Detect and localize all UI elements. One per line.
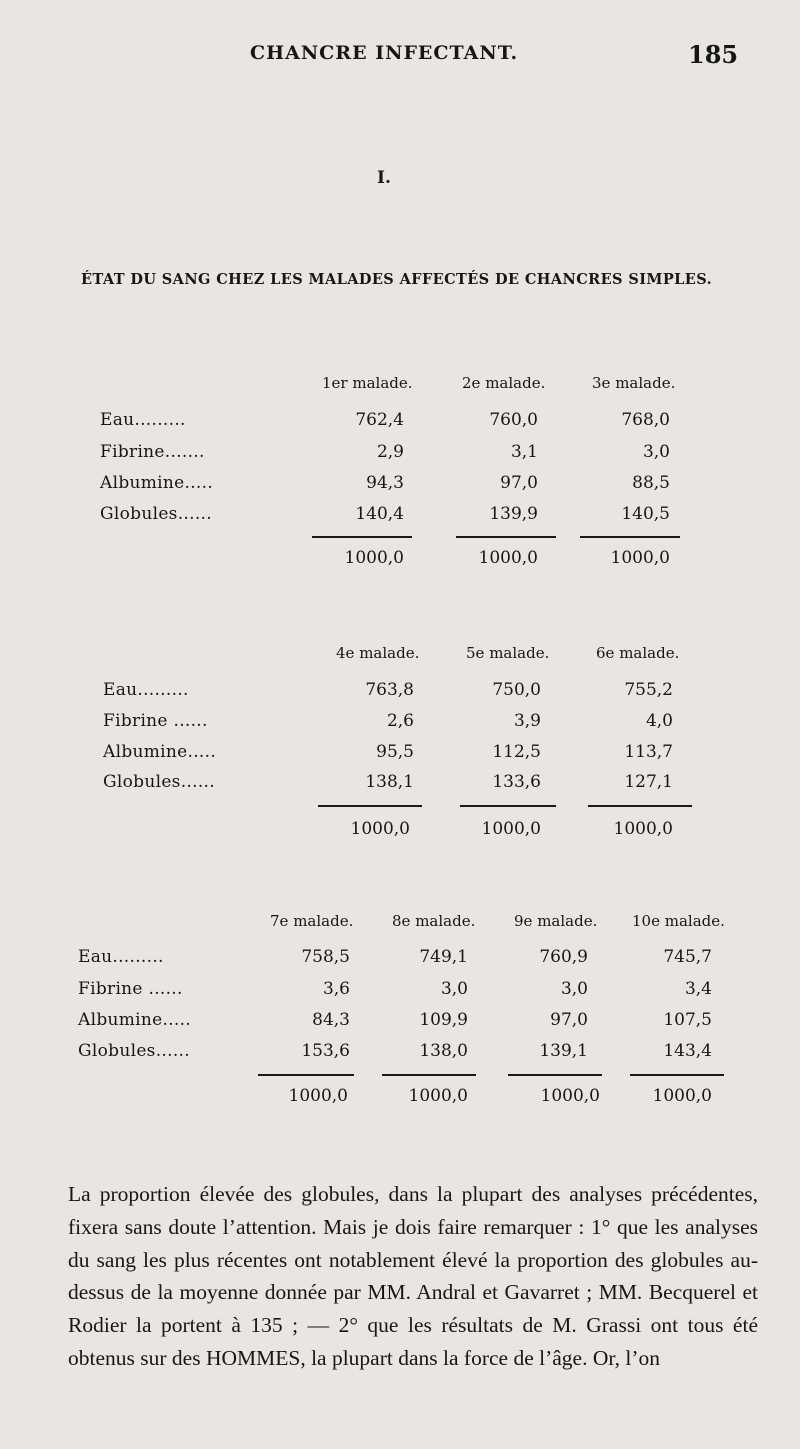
sum-rule (588, 805, 692, 807)
table-cell: 113,7 (624, 742, 673, 762)
row-label: Eau......... (100, 410, 186, 430)
running-header: CHANCRE INFECTANT. (250, 42, 519, 64)
table-total: 1000,0 (288, 1086, 348, 1106)
row-label: Globules...... (103, 772, 215, 792)
table-cell: 109,9 (419, 1010, 468, 1030)
table-cell: 3,0 (560, 979, 588, 999)
sum-rule (630, 1074, 724, 1076)
column-header: 9e malade. (514, 912, 598, 930)
table-cell: 749,1 (419, 947, 468, 967)
column-header: 8e malade. (392, 912, 476, 930)
table-cell: 97,0 (500, 473, 538, 493)
table-cell: 3,0 (440, 979, 468, 999)
table-cell: 95,5 (376, 742, 414, 762)
table-total: 1000,0 (478, 548, 538, 568)
table-cell: 112,5 (492, 742, 541, 762)
table-cell: 153,6 (301, 1041, 350, 1061)
row-label: Globules...... (100, 504, 212, 524)
section-number: I. (377, 168, 391, 188)
column-header: 5e malade. (466, 644, 550, 662)
table-cell: 3,4 (684, 979, 712, 999)
sum-rule (318, 805, 422, 807)
table-cell: 133,6 (492, 772, 541, 792)
table-cell: 3,9 (513, 711, 541, 731)
row-label: Fibrine ...... (78, 979, 183, 999)
table-cell: 745,7 (663, 947, 712, 967)
table-cell: 768,0 (621, 410, 670, 430)
table-cell: 3,6 (322, 979, 350, 999)
table-total: 1000,0 (652, 1086, 712, 1106)
table-total: 1000,0 (350, 819, 410, 839)
page-number: 185 (688, 40, 739, 69)
table-cell: 762,4 (355, 410, 404, 430)
sum-rule (580, 536, 680, 538)
table-cell: 88,5 (632, 473, 670, 493)
table-total: 1000,0 (344, 548, 404, 568)
table-total: 1000,0 (481, 819, 541, 839)
table-cell: 2,6 (386, 711, 414, 731)
table-cell: 138,0 (419, 1041, 468, 1061)
sum-rule (382, 1074, 476, 1076)
column-header: 7e malade. (270, 912, 354, 930)
table-cell: 107,5 (663, 1010, 712, 1030)
column-header: 1er malade. (322, 374, 413, 392)
table-total: 1000,0 (408, 1086, 468, 1106)
row-label: Globules...... (78, 1041, 190, 1061)
column-header: 10e malade. (632, 912, 725, 930)
table-heading: ÉTAT DU SANG CHEZ LES MALADES AFFECTÉS DE CHANCRES SIMPLES. (81, 271, 713, 288)
column-header: 3e malade. (592, 374, 676, 392)
row-label: Albumine..... (78, 1010, 192, 1030)
table-cell: 763,8 (365, 680, 414, 700)
table-cell: 94,3 (366, 473, 404, 493)
table-cell: 143,4 (663, 1041, 712, 1061)
table-cell: 140,5 (621, 504, 670, 524)
column-header: 6e malade. (596, 644, 680, 662)
table-cell: 97,0 (550, 1010, 588, 1030)
table-cell: 139,9 (489, 504, 538, 524)
body-paragraph (68, 1178, 758, 1375)
paragraph-text: La proportion élevée des globules, dans la plupart des analyses précédentes, fixera sans doute l’attention. Mais je dois faire remarquer : 1° que les analyses du sang les plus récentes ont notablement élevé la proportion des globules au-dessus de la moyenne donnée par MM. Andral et Gavarret ; MM. Becquerel et Rodier la portent à 135 ; — 2° que les résultats de M. Grassi ont tous été obtenus sur des HOMMES, la plupart dans la force de l’âge. Or, l’on (68, 1182, 758, 1370)
row-label: Fibrine....... (100, 442, 205, 462)
sum-rule (258, 1074, 354, 1076)
sum-rule (456, 536, 556, 538)
table-cell: 4,0 (645, 711, 673, 731)
table-cell: 84,3 (312, 1010, 350, 1030)
table-cell: 755,2 (624, 680, 673, 700)
table-cell: 760,0 (489, 410, 538, 430)
sum-rule (312, 536, 412, 538)
row-label: Fibrine ...... (103, 711, 208, 731)
table-cell: 3,0 (642, 442, 670, 462)
column-header: 4e malade. (336, 644, 420, 662)
table-total: 1000,0 (540, 1086, 600, 1106)
table-cell: 750,0 (492, 680, 541, 700)
table-cell: 138,1 (365, 772, 414, 792)
row-label: Eau......... (78, 947, 164, 967)
row-label: Eau......... (103, 680, 189, 700)
table-total: 1000,0 (610, 548, 670, 568)
table-cell: 758,5 (301, 947, 350, 967)
sum-rule (460, 805, 556, 807)
table-cell: 760,9 (539, 947, 588, 967)
table-cell: 2,9 (376, 442, 404, 462)
table-cell: 140,4 (355, 504, 404, 524)
table-cell: 3,1 (510, 442, 538, 462)
column-header: 2e malade. (462, 374, 546, 392)
table-cell: 139,1 (539, 1041, 588, 1061)
sum-rule (508, 1074, 602, 1076)
table-cell: 127,1 (624, 772, 673, 792)
row-label: Albumine..... (100, 473, 214, 493)
row-label: Albumine..... (103, 742, 217, 762)
table-total: 1000,0 (613, 819, 673, 839)
